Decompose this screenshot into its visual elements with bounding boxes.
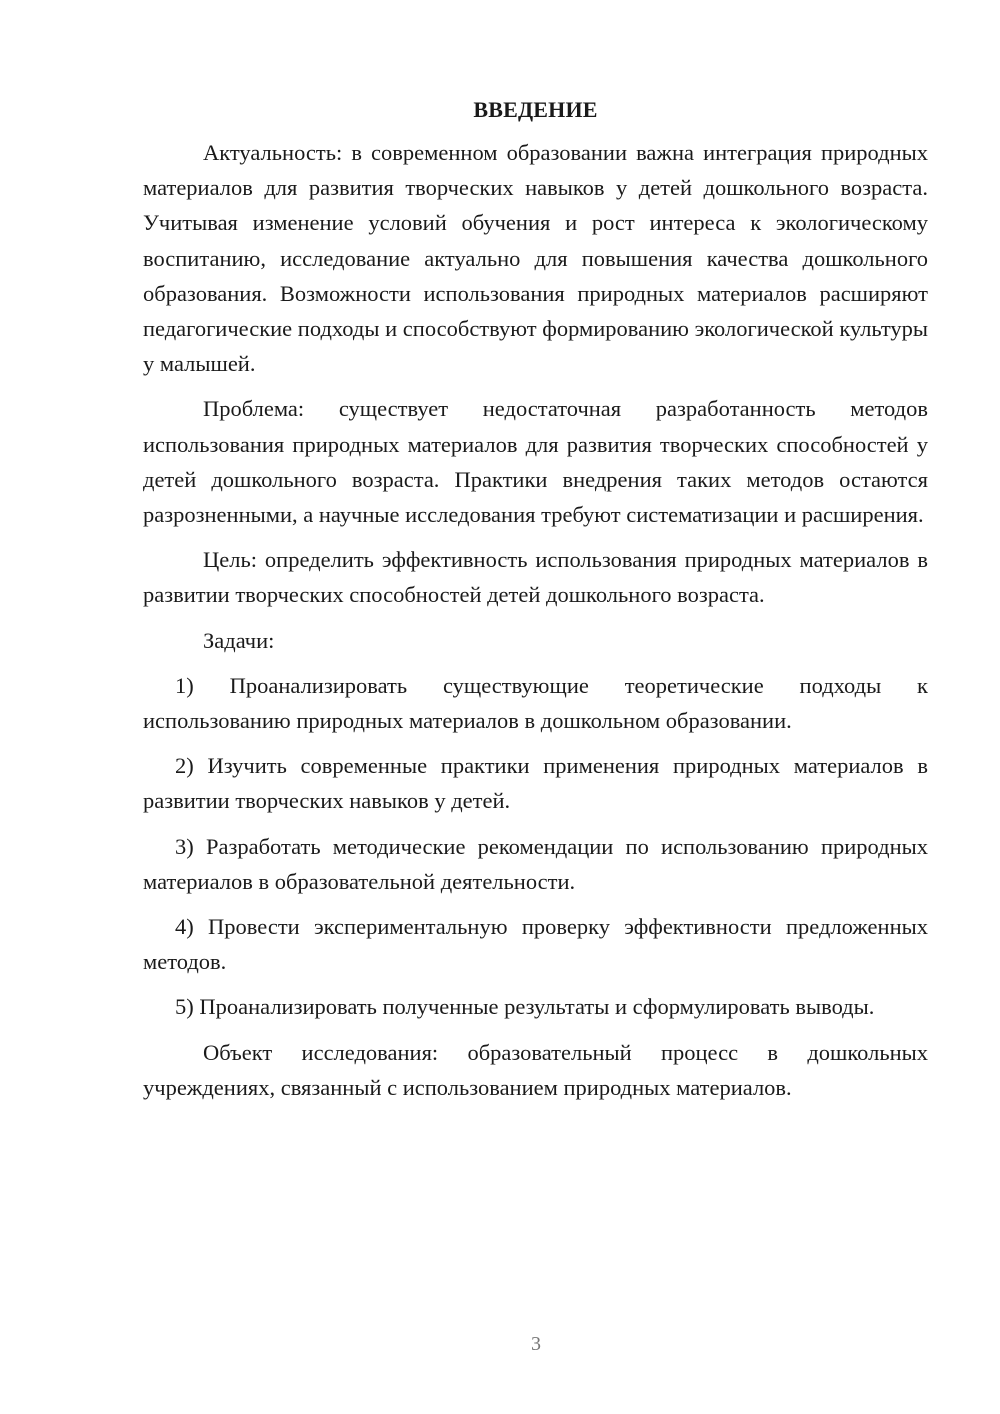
task-item-3: 3) Разработать методические рекомендации по использованию природных материалов в образовательной деятельности. (143, 833, 928, 894)
tasks-heading: Задачи: (203, 627, 275, 653)
task-item-4: 4) Провести экспериментальную проверку эффективности предложенных методов. (143, 914, 928, 975)
task-item-2: 2) Изучить современные практики применения природных материалов в развитии творческих навыков у детей. (143, 753, 928, 814)
section-title: ВВЕДЕНИЕ (473, 97, 598, 122)
goal-paragraph: Цель: определить эффективность использования природных материалов в развитии творческих способностей детей дошкольного возраста. (143, 547, 928, 608)
task-item-5: 5) Проанализировать полученные результаты и сформулировать выводы. (175, 994, 875, 1020)
page-content (143, 92, 928, 1115)
relevance-paragraph: Актуальность: в современном образовании важна интеграция природных материалов для развития творческих навыков у детей дошкольного возраста. Учитывая изменение условий обучения и рост интереса к экологическому воспитанию, исследование актуально для повышения качества дошкольного образования. Возможности использования природных материалов расширяют педагогические подходы и способствуют формированию экологической культуры у малышей. (143, 140, 928, 377)
task-item-1: 1) Проанализировать существующие теоретические подходы к использованию природных материалов в дошкольном образовании. (143, 672, 928, 734)
object-paragraph: Объект исследования: образовательный процесс в дошкольных учреждениях, связанный с использованием природных материалов. (143, 1039, 928, 1100)
problem-paragraph: Проблема: существует недостаточная разработанность методов использования природных материалов для развития творческих способностей у детей дошкольного возраста. Практики внедрения таких методов остаются разрозненными, а научные исследования требуют систематизации и расширения. (143, 396, 928, 528)
page-number: 3 (531, 1333, 541, 1355)
